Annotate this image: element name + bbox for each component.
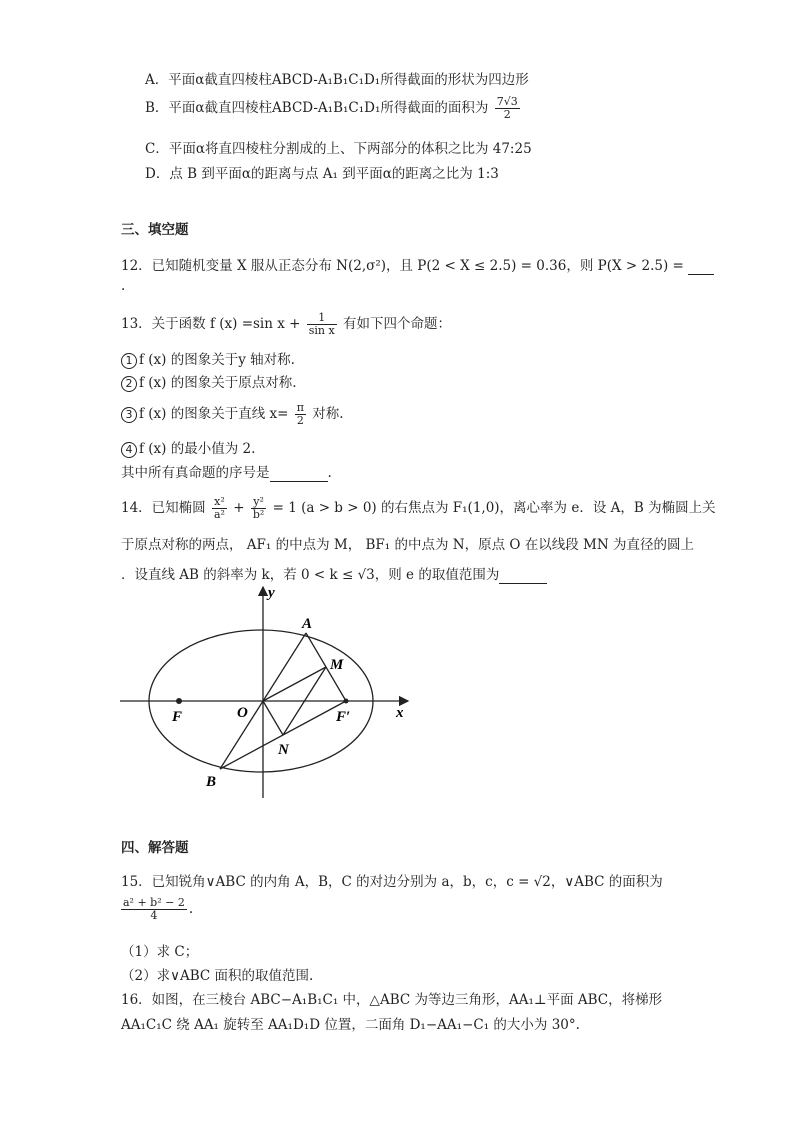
label-n: N [278,742,289,758]
q13-frac-num: 1 [307,312,337,325]
q12-answer-blank[interactable] [688,258,714,275]
option-a-label: A． [145,72,169,88]
option-a-text: 平面α截直四棱柱ABCD-A₁B₁C₁D₁所得截面的形状为四边形 [168,72,529,88]
circled-number-4: 4 [121,442,137,458]
option-b-text: 平面α截直四棱柱ABCD-A₁B₁C₁D₁所得截面的面积为 [168,100,489,116]
option-d-label: D． [145,166,170,182]
q13-frac-den: sin x [308,324,335,337]
point-f [176,698,182,704]
question-16-line-1: 16．如图，在三棱台 ABC−A₁B₁C₁ 中，△ABC 为等边三角形，AA₁⊥平面 ABC，将梯形 [121,992,663,1008]
ellipse-figure [118,583,428,803]
option-c [145,137,532,157]
q13-stem-b: 有如下四个命题： [343,316,451,332]
question-15-line-1: 15．已知锐角∨ABC 的内角 A，B，C 的对边分别为 a，b，c，c = √2，∨ABC 的面积为 [121,874,663,890]
label-b: B [206,774,217,790]
point-f-prime [344,699,349,704]
q14-fraction-y [251,496,266,521]
q13-item-4-text: f (x) 的最小值为 2. [139,441,256,457]
q13-fraction [307,312,337,337]
option-b [145,96,522,121]
q13-item-1 [121,348,295,369]
label-a: A [302,616,313,632]
q12-text: 12．已知随机变量 X 服从正态分布 N(2,σ²)，且 P(2 < X ≤ 2.5) = 0.36，则 P(X > 2.5) = [121,258,689,274]
line-on [263,701,283,735]
q13-answer-blank[interactable] [270,465,328,482]
question-16-line-2: AA₁C₁C 绕 AA₁ 旋转至 AA₁D₁D 位置，二面角 D₁−AA₁−C₁ 的大小为 30°. [121,1017,580,1033]
q13-item-3-frac-den: 2 [296,414,304,427]
q14-text-a: 14．已知椭圆 [121,500,206,516]
q13-item-3-frac-num: π [296,401,304,414]
q13-item-3-fraction [295,402,306,427]
q14-frac-x-num: x² [212,496,227,509]
question-14-line-3 [121,563,547,584]
label-f: F [172,709,183,725]
q13-item-2 [121,371,297,392]
option-c-label: C． [145,141,169,157]
section-title-solve: 四、解答题 [121,840,189,856]
label-y: y [268,585,275,601]
option-c-text: 平面α将直四棱柱分割成的上、下两部分的体积之比为 47:25 [168,141,532,157]
q13-ask-tail: . [327,465,332,481]
question-14-line-2: 于原点对称的两点， AF₁ 的中点为 M， BF₁ 的中点为 N，原点 O 在以线段 MN 为直径的圆上 [121,537,694,553]
option-b-frac-num: 7√3 [496,95,518,108]
label-x: x [396,705,404,721]
q14-plus: + [228,500,249,516]
q13-item-2-text: f (x) 的图象关于原点对称. [139,375,297,391]
q13-item-4 [121,437,255,458]
q12-tail: . [121,278,126,294]
option-d [145,162,499,182]
q15-frac-den: 4 [150,909,158,922]
option-b-frac-den: 2 [503,108,511,121]
label-m: M [330,657,344,673]
circled-number-2: 2 [121,376,137,392]
section-title-fill-in: 三、填空题 [121,222,189,238]
question-12 [121,254,714,275]
q15-part-1: （1）求 C； [121,944,199,960]
question-14-line-1 [121,496,716,521]
q14-fraction-x [212,496,227,521]
q15-frac-tail: . [188,901,194,917]
label-o: O [237,705,248,721]
q15-frac-num: a² + b² − 2 [123,896,185,909]
q13-item-3 [121,402,344,427]
option-b-label: B． [145,100,169,116]
q14-answer-blank[interactable] [499,567,547,584]
question-15-line-2 [119,897,193,922]
q13-item-3-text-a: f (x) 的图象关于直线 x= [139,406,289,422]
q15-fraction [121,897,187,922]
q14-text-b: = 1 (a > b > 0) 的右焦点为 F₁(1,0)，离心率为 e．设 A，B 为椭圆上关 [268,500,716,516]
q13-item-1-text: f (x) 的图象关于y 轴对称. [139,352,295,368]
circled-number-3: 3 [121,407,137,423]
circled-number-1: 1 [121,353,137,369]
label-f-prime: F′ [336,709,351,725]
q14-text-c: ．设直线 AB 的斜率为 k，若 0 < k ≤ √3，则 e 的取值范围为 [121,567,500,583]
q14-frac-x-den: a² [213,508,225,521]
option-a [145,68,529,88]
q15-part-2: （2）求∨ABC 面积的取值范围. [121,968,314,984]
q14-frac-y-num: y² [251,496,266,509]
q13-ask [121,461,332,482]
line-om [263,667,326,701]
q13-item-3-text-b: 对称. [312,406,344,422]
q13-stem-a: 13．关于函数 f (x) =sin x + [121,316,305,332]
option-b-fraction [495,96,520,121]
q14-frac-y-den: b² [252,508,265,521]
q13-ask-text: 其中所有真命题的序号是 [121,465,270,481]
option-d-text: 点 B 到平面α的距离与点 A₁ 到平面α的距离之比为 1:3 [169,166,499,182]
question-13 [121,312,451,337]
